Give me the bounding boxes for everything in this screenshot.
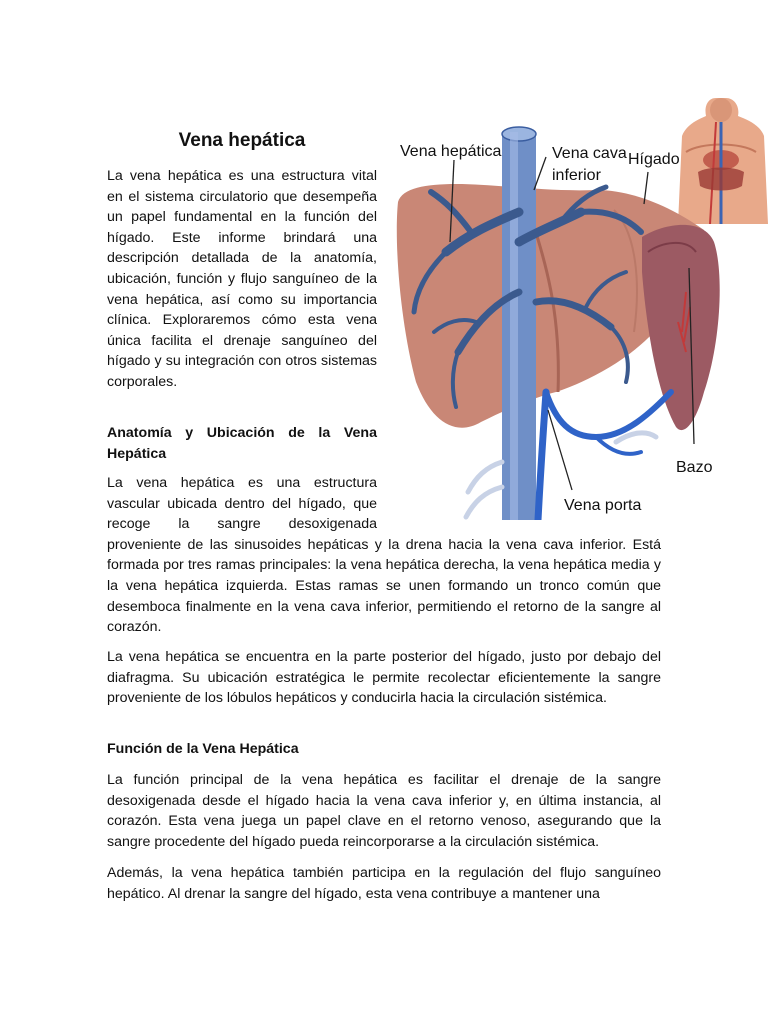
anatomia-paragraph-2: La vena hepática se encuentra en la parte posterior del hígado, justo por debajo del diafragma. Su ubicación estratégica le permite recolectar eficientemente la sangre proveniente de los lóbulos hepáticos y conducirla hacia la circulación sistémica. xyxy=(107,649,661,707)
intro-paragraph: La vena hepática es una estructura vital en el sistema circulatorio que desempeña un papel fundamental en la función del hígado. Este informe brindará una descripción detallada de la anatomía, ubicación, función y flujo sanguíneo de la vena hepática, así como su importancia clínica. Exploraremos cómo esta vena única facilita el drenaje sanguíneo del hígado y su integración con otros sistemas corporales. xyxy=(107,168,377,390)
funcion-paragraph-1: La función principal de la vena hepática es facilitar el drenaje de la sangre desoxigenada desde el hígado hacia la vena cava inferior y, en última instancia, al corazón. Esta vena juega un papel clave en el retorno venoso, asegurando que la sangre procedente del hígado pueda reincorporarse a la circulación sistémica. xyxy=(107,772,661,850)
inferior-vena-cava xyxy=(502,127,536,520)
spleen-shape xyxy=(642,225,720,430)
page-title: Vena hepática xyxy=(178,130,306,151)
anatomia-paragraph-1: La vena hepática es una estructura vascular ubicada dentro del hígado, que recoge la sangre desoxigenada proveniente de las sinusoides hepáticas y la drena hacia la vena cava inferior. Está formada por tres ramas principales: la vena hepática derecha, la vena hepática media y la vena hepática izquierda. Estas ramas se unen formando un tronco común que desemboca finalmente en la vena cava inferior, permitiendo el retorno de la sangre al corazón. xyxy=(107,475,661,636)
label-vena-hepatica: Vena hepática xyxy=(400,143,502,160)
label-vena-porta: Vena porta xyxy=(564,497,642,514)
section-heading-anatomia: Anatomía y Ubicación de la Vena Hepática xyxy=(107,425,377,462)
label-higado: Hígado xyxy=(628,151,680,168)
label-bazo: Bazo xyxy=(676,459,713,476)
liver-anatomy-illustration xyxy=(386,92,768,520)
label-vena-cava-line2: inferior xyxy=(552,167,601,184)
section-heading-funcion: Función de la Vena Hepática xyxy=(107,741,299,757)
funcion-paragraph-2: Además, la vena hepática también participa en la regulación del flujo sanguíneo hepático. Al drenar la sangre del hígado, esta vena contribuye a mantener una xyxy=(107,865,661,902)
label-vena-cava-line1: Vena cava xyxy=(552,145,627,162)
torso-inset-image xyxy=(678,92,768,224)
